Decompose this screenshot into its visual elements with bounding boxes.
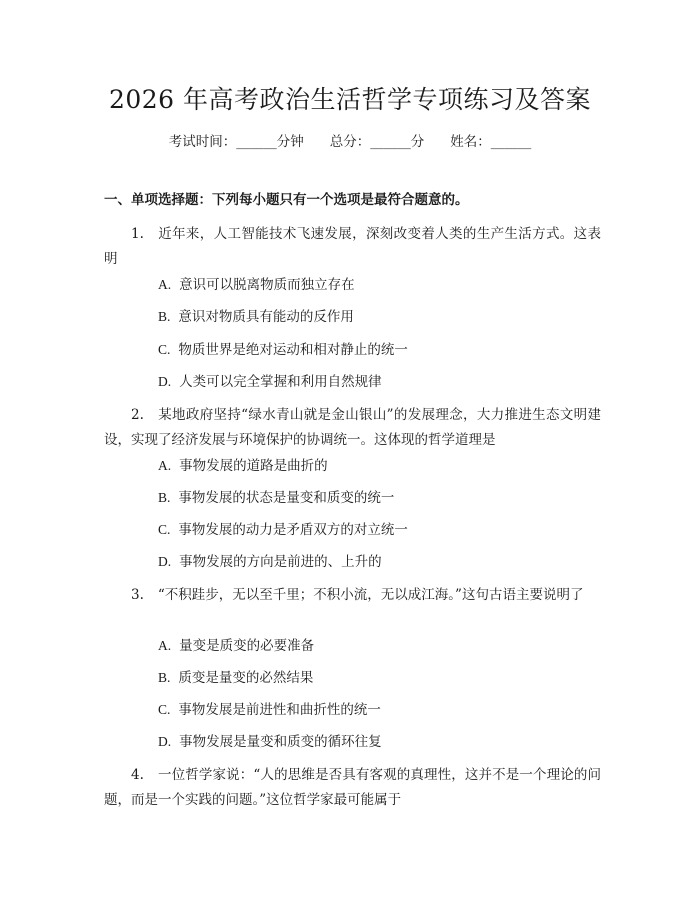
option-text: 事物发展是前进性和曲折性的统一: [178, 702, 381, 718]
option-letter: D.: [158, 734, 172, 749]
question-3-option-b: [158, 668, 313, 688]
question-3-option-c: [158, 700, 381, 720]
option-text: 事物发展的状态是量变和质变的统一: [178, 490, 395, 506]
option-text: 质变是量变的必然结果: [178, 670, 314, 686]
question-1-option-b: [158, 307, 354, 327]
option-text: 事物发展的方向是前进的、上升的: [179, 554, 382, 570]
option-text: 意识可以脱离物质而独立存在: [179, 277, 355, 293]
question-2-stem: [104, 403, 601, 453]
question-number: 2.: [131, 407, 144, 423]
question-1-option-d: [158, 372, 382, 392]
page-title: 2026 年高考政治生活哲学专项练习及答案: [108, 85, 592, 114]
question-2-option-d: [158, 552, 382, 572]
option-letter: B.: [158, 309, 171, 324]
option-letter: A.: [158, 277, 172, 292]
question-number: 4.: [131, 767, 144, 783]
option-text: 物质世界是绝对运动和相对静止的统一: [178, 342, 408, 358]
student-name-field: 姓名：______: [450, 134, 532, 150]
question-3-option-a: [158, 636, 314, 656]
question-1-option-a: [158, 275, 355, 295]
option-letter: A.: [158, 638, 172, 653]
question-number: 1.: [131, 226, 144, 242]
total-score-field: 总分：______分: [329, 134, 425, 150]
option-letter: D.: [158, 374, 172, 389]
option-letter: D.: [158, 554, 172, 569]
question-3-stem: [104, 583, 601, 608]
option-text: 量变是质变的必要准备: [179, 638, 315, 654]
option-letter: C.: [158, 522, 171, 537]
exam-time-field: 考试时间：______分钟: [168, 134, 304, 150]
question-1-option-c: [158, 340, 408, 360]
option-letter: B.: [158, 670, 171, 685]
option-text: 事物发展的动力是矛盾双方的对立统一: [178, 522, 408, 538]
option-text: 事物发展的道路是曲折的: [179, 458, 328, 474]
option-letter: C.: [158, 702, 171, 717]
question-text: 近年来，人工智能技术飞速发展，深刻改变着人类的生产生活方式。这表明: [104, 226, 601, 267]
option-text: 意识对物质具有能动的反作用: [178, 309, 354, 325]
question-2-option-c: [158, 520, 408, 540]
question-number: 3.: [131, 587, 144, 603]
question-3-option-d: [158, 732, 382, 752]
question-2-option-b: [158, 488, 394, 508]
exam-meta-line: [0, 132, 700, 152]
option-text: 人类可以完全掌握和利用自然规律: [179, 374, 382, 390]
question-text: 某地政府坚持“绿水青山就是金山银山”的发展理念，大力推进生态文明建设，实现了经济发展与环境保护的协调统一。这体现的哲学道理是: [104, 407, 601, 448]
question-text: “不积跬步，无以至千里；不积小流，无以成江海。”这句古语主要说明了: [157, 587, 584, 603]
option-text: 事物发展是量变和质变的循环往复: [179, 734, 382, 750]
option-letter: A.: [158, 458, 172, 473]
question-1-stem: [104, 222, 601, 272]
question-text: 一位哲学家说：“人的思维是否具有客观的真理性，这并不是一个理论的问题，而是一个实践的问题。”这位哲学家最可能属于: [104, 767, 601, 808]
question-2-option-a: [158, 456, 328, 476]
option-letter: C.: [158, 342, 171, 357]
option-letter: B.: [158, 490, 171, 505]
question-4-stem: [104, 763, 601, 813]
section-heading: 一、单项选择题：下列每小题只有一个选项是最符合题意的。: [104, 192, 469, 208]
